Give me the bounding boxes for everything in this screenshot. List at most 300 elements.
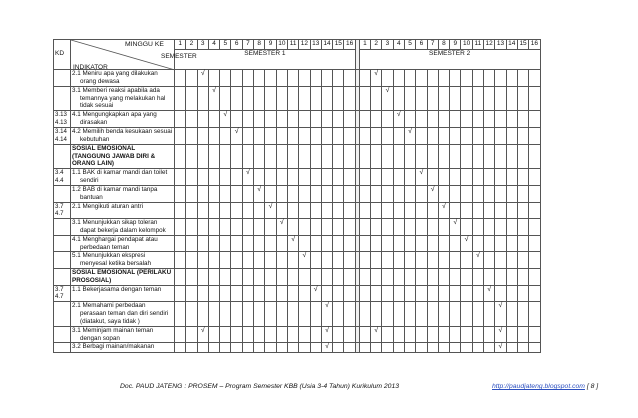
week-number-header: 3 — [197, 40, 208, 50]
week-cell — [371, 202, 382, 218]
check-mark: √ — [287, 235, 298, 252]
week-cell — [359, 285, 370, 301]
week-cell — [461, 326, 472, 343]
week-cell — [404, 252, 415, 269]
week-cell — [231, 169, 242, 186]
week-cell — [427, 326, 438, 343]
week-cell — [197, 235, 208, 252]
week-cell — [371, 285, 382, 301]
check-mark: √ — [265, 202, 276, 218]
week-cell — [450, 343, 461, 353]
check-mark: √ — [321, 343, 332, 353]
week-cell — [495, 235, 506, 252]
week-cell — [461, 169, 472, 186]
week-number-header: 11 — [287, 40, 298, 50]
week-cell — [299, 235, 310, 252]
check-mark: √ — [371, 70, 382, 87]
week-cell — [495, 186, 506, 203]
week-cell — [450, 186, 461, 203]
week-cell — [416, 269, 427, 286]
kd-cell: 3.13 4.13 — [54, 111, 71, 128]
check-mark: √ — [495, 302, 506, 327]
week-cell — [287, 169, 298, 186]
week-cell — [242, 269, 253, 286]
week-number-header: 14 — [506, 40, 517, 50]
week-cell — [517, 218, 528, 235]
week-cell — [484, 86, 495, 111]
week-cell — [450, 86, 461, 111]
week-cell — [265, 285, 276, 301]
week-cell — [506, 269, 517, 286]
indikator-text: 4.1 Mengungkapkan apa yang dirasakan — [72, 111, 157, 127]
week-cell — [197, 218, 208, 235]
week-cell — [310, 343, 321, 353]
week-cell — [404, 218, 415, 235]
week-cell — [461, 70, 472, 87]
week-cell — [506, 128, 517, 145]
week-cell — [299, 343, 310, 353]
week-cell — [529, 285, 540, 301]
week-cell — [450, 235, 461, 252]
week-cell — [299, 202, 310, 218]
week-cell — [299, 70, 310, 87]
semester-1-header: SEMESTER 1 — [175, 50, 356, 70]
week-cell — [310, 252, 321, 269]
week-cell — [287, 302, 298, 327]
week-cell — [427, 343, 438, 353]
week-cell — [287, 252, 298, 269]
week-cell — [529, 235, 540, 252]
week-cell — [287, 70, 298, 87]
week-cell — [393, 235, 404, 252]
week-cell — [242, 235, 253, 252]
week-cell — [242, 86, 253, 111]
week-cell — [484, 302, 495, 327]
indikator-text: 5.1 Menunjukkan ekspresi menyesal ketika bersalah — [72, 252, 152, 268]
week-cell — [450, 326, 461, 343]
week-cell — [175, 252, 186, 269]
week-cell — [506, 326, 517, 343]
week-cell — [450, 128, 461, 145]
week-cell — [276, 128, 287, 145]
week-cell — [484, 343, 495, 353]
kd-cell: 3.4 4.4 — [54, 169, 71, 186]
week-cell — [472, 235, 483, 252]
week-cell — [393, 218, 404, 235]
footer-right — [492, 383, 598, 390]
week-cell — [371, 269, 382, 286]
week-cell — [438, 86, 449, 111]
week-cell — [472, 302, 483, 327]
week-cell — [438, 235, 449, 252]
week-cell — [186, 285, 197, 301]
week-cell — [220, 169, 231, 186]
check-mark: √ — [495, 343, 506, 353]
week-cell — [197, 111, 208, 128]
week-cell — [220, 235, 231, 252]
week-cell — [438, 128, 449, 145]
week-cell — [461, 186, 472, 203]
week-cell — [472, 269, 483, 286]
week-cell — [529, 269, 540, 286]
week-cell — [287, 111, 298, 128]
week-cell — [231, 269, 242, 286]
week-cell — [197, 86, 208, 111]
week-cell — [321, 269, 332, 286]
week-cell — [404, 285, 415, 301]
week-cell — [495, 269, 506, 286]
week-cell — [220, 285, 231, 301]
week-cell — [529, 202, 540, 218]
check-mark: √ — [438, 202, 449, 218]
week-cell — [220, 218, 231, 235]
week-cell — [382, 111, 393, 128]
week-number-header: 15 — [333, 40, 344, 50]
kd-cell — [54, 235, 71, 252]
week-cell — [220, 144, 231, 169]
week-cell — [416, 235, 427, 252]
week-cell — [186, 144, 197, 169]
check-mark: √ — [321, 302, 332, 327]
week-cell — [416, 70, 427, 87]
week-cell — [299, 285, 310, 301]
check-mark: √ — [371, 326, 382, 343]
check-mark: √ — [450, 218, 461, 235]
week-cell — [333, 128, 344, 145]
week-cell — [242, 302, 253, 327]
table-row — [54, 252, 541, 269]
week-cell — [472, 111, 483, 128]
footer-page-number: [ 8 ] — [584, 383, 599, 390]
week-cell — [450, 285, 461, 301]
week-cell — [506, 235, 517, 252]
week-cell — [321, 218, 332, 235]
week-cell — [506, 186, 517, 203]
week-cell — [220, 202, 231, 218]
week-cell — [321, 169, 332, 186]
week-cell — [529, 186, 540, 203]
week-cell — [404, 144, 415, 169]
week-cell — [506, 111, 517, 128]
week-cell — [254, 128, 265, 145]
week-cell — [242, 186, 253, 203]
week-cell — [242, 343, 253, 353]
week-cell — [461, 218, 472, 235]
week-cell — [495, 169, 506, 186]
week-cell — [276, 326, 287, 343]
week-cell — [371, 235, 382, 252]
check-mark: √ — [393, 111, 404, 128]
week-cell — [231, 186, 242, 203]
week-cell — [299, 86, 310, 111]
week-cell — [254, 218, 265, 235]
week-number-header: 1 — [359, 40, 370, 50]
week-cell — [427, 70, 438, 87]
week-cell — [310, 128, 321, 145]
week-cell — [393, 326, 404, 343]
check-mark: √ — [321, 326, 332, 343]
indikator-text: SOSIAL EMOSIONAL (PERILAKU PROSOSIAL) — [72, 269, 172, 284]
week-cell — [344, 144, 355, 169]
week-cell — [393, 252, 404, 269]
week-cell — [276, 144, 287, 169]
week-cell — [265, 186, 276, 203]
week-cell — [254, 252, 265, 269]
week-cell — [371, 343, 382, 353]
week-cell — [382, 252, 393, 269]
week-cell — [393, 169, 404, 186]
week-number-header: 14 — [321, 40, 332, 50]
week-cell — [495, 111, 506, 128]
week-cell — [438, 218, 449, 235]
week-cell — [472, 128, 483, 145]
week-cell — [517, 252, 528, 269]
indikator-text: 3.2 Berbagi mainan/makanan — [72, 343, 155, 351]
check-mark: √ — [254, 186, 265, 203]
table-row — [54, 128, 541, 145]
week-cell — [472, 86, 483, 111]
week-cell — [276, 86, 287, 111]
check-mark: √ — [484, 285, 495, 301]
check-mark: √ — [197, 326, 208, 343]
week-cell — [321, 252, 332, 269]
week-cell — [265, 144, 276, 169]
week-cell — [416, 144, 427, 169]
week-cell — [506, 144, 517, 169]
week-cell — [208, 186, 219, 203]
week-cell — [472, 144, 483, 169]
kd-cell — [54, 252, 71, 269]
footer-link[interactable]: http://paudjateng.blogspot.com — [492, 383, 585, 390]
week-cell — [287, 86, 298, 111]
footer-document-title: Doc. PAUD JATENG : PROSEM – Program Semester KBB (Usia 3-4 Tahun) Kurikulum 2013 — [120, 383, 400, 390]
week-cell — [287, 285, 298, 301]
week-cell — [310, 302, 321, 327]
week-cell — [393, 269, 404, 286]
week-cell — [197, 186, 208, 203]
check-mark: √ — [461, 235, 472, 252]
week-cell — [254, 269, 265, 286]
week-cell — [529, 70, 540, 87]
week-cell — [461, 269, 472, 286]
week-cell — [495, 144, 506, 169]
week-cell — [186, 302, 197, 327]
week-cell — [416, 202, 427, 218]
week-cell — [186, 269, 197, 286]
week-cell — [333, 202, 344, 218]
week-cell — [208, 269, 219, 286]
week-cell — [186, 111, 197, 128]
week-cell — [438, 169, 449, 186]
week-cell — [517, 302, 528, 327]
table-row — [54, 235, 541, 252]
week-cell — [175, 70, 186, 87]
week-cell — [393, 70, 404, 87]
week-cell — [438, 269, 449, 286]
week-cell — [175, 169, 186, 186]
week-cell — [197, 169, 208, 186]
week-cell — [265, 111, 276, 128]
indikator-cell — [71, 218, 175, 235]
week-cell — [299, 186, 310, 203]
week-cell — [208, 128, 219, 145]
week-cell — [484, 186, 495, 203]
week-cell — [438, 111, 449, 128]
week-cell — [438, 144, 449, 169]
week-cell — [186, 218, 197, 235]
table-row — [54, 144, 541, 169]
week-cell — [175, 235, 186, 252]
week-cell — [175, 285, 186, 301]
check-mark: √ — [242, 169, 253, 186]
week-cell — [197, 269, 208, 286]
week-cell — [287, 269, 298, 286]
indikator-cell — [71, 111, 175, 128]
week-cell — [529, 128, 540, 145]
week-cell — [287, 144, 298, 169]
week-cell — [310, 326, 321, 343]
week-cell — [254, 169, 265, 186]
week-cell — [495, 252, 506, 269]
week-cell — [427, 202, 438, 218]
week-cell — [287, 202, 298, 218]
week-cell — [450, 144, 461, 169]
week-cell — [461, 285, 472, 301]
week-cell — [506, 70, 517, 87]
week-cell — [186, 70, 197, 87]
semester-2-header: SEMESTER 2 — [359, 50, 540, 70]
week-cell — [404, 235, 415, 252]
week-number-header: 8 — [438, 40, 449, 50]
week-cell — [197, 202, 208, 218]
week-cell — [517, 111, 528, 128]
week-cell — [265, 343, 276, 353]
kd-cell — [54, 343, 71, 353]
week-cell — [220, 70, 231, 87]
week-cell — [517, 128, 528, 145]
check-mark: √ — [382, 86, 393, 111]
table-row — [54, 343, 541, 353]
indikator-cell — [71, 86, 175, 111]
week-cell — [461, 111, 472, 128]
week-cell — [371, 186, 382, 203]
table-row — [54, 285, 541, 301]
week-cell — [231, 302, 242, 327]
week-cell — [359, 186, 370, 203]
check-mark: √ — [495, 326, 506, 343]
week-cell — [344, 186, 355, 203]
week-cell — [416, 111, 427, 128]
week-cell — [208, 343, 219, 353]
week-cell — [517, 86, 528, 111]
week-cell — [393, 186, 404, 203]
week-cell — [197, 144, 208, 169]
week-cell — [344, 235, 355, 252]
week-cell — [427, 86, 438, 111]
week-cell — [299, 144, 310, 169]
week-cell — [321, 235, 332, 252]
week-cell — [265, 269, 276, 286]
check-mark: √ — [472, 252, 483, 269]
week-cell — [359, 326, 370, 343]
week-cell — [484, 269, 495, 286]
week-cell — [461, 302, 472, 327]
week-number-header: 11 — [472, 40, 483, 50]
week-cell — [416, 343, 427, 353]
indikator-text: SOSIAL EMOSIONAL (TANGGUNG JAWAB DIRI & ORANG LAIN) — [72, 144, 156, 168]
week-cell — [506, 302, 517, 327]
week-cell — [517, 343, 528, 353]
week-cell — [186, 169, 197, 186]
week-cell — [427, 128, 438, 145]
week-cell — [220, 86, 231, 111]
indikator-text: 4.1 Menghargai pendapat atau perbedaan teman — [72, 235, 158, 251]
week-cell — [371, 252, 382, 269]
week-number-header: 7 — [242, 40, 253, 50]
week-cell — [416, 86, 427, 111]
week-cell — [427, 218, 438, 235]
week-number-header: 1 — [175, 40, 186, 50]
week-cell — [427, 169, 438, 186]
week-number-header: 16 — [344, 40, 355, 50]
week-cell — [231, 202, 242, 218]
week-cell — [208, 252, 219, 269]
week-cell — [404, 186, 415, 203]
week-cell — [495, 128, 506, 145]
indikator-text: 3.1 Meminjam mainan teman dengan sopan — [72, 326, 154, 342]
week-cell — [393, 285, 404, 301]
week-cell — [404, 111, 415, 128]
week-cell — [265, 302, 276, 327]
week-cell — [529, 252, 540, 269]
week-cell — [344, 202, 355, 218]
week-cell — [404, 70, 415, 87]
week-cell — [220, 252, 231, 269]
week-cell — [393, 202, 404, 218]
week-cell — [344, 111, 355, 128]
week-cell — [382, 128, 393, 145]
week-cell — [404, 169, 415, 186]
table-row — [54, 302, 541, 327]
week-cell — [438, 186, 449, 203]
week-cell — [461, 343, 472, 353]
week-cell — [438, 326, 449, 343]
week-cell — [254, 235, 265, 252]
week-cell — [495, 70, 506, 87]
week-cell — [254, 144, 265, 169]
week-cell — [393, 302, 404, 327]
indikator-text: 3.1 Memberi reaksi apabila ada temannya yang melakukan hal tidak sesuai — [72, 86, 166, 110]
week-cell — [265, 252, 276, 269]
week-cell — [254, 70, 265, 87]
week-cell — [333, 111, 344, 128]
week-cell — [359, 202, 370, 218]
week-cell — [321, 86, 332, 111]
week-cell — [517, 144, 528, 169]
week-cell — [321, 186, 332, 203]
week-cell — [517, 326, 528, 343]
week-cell — [484, 111, 495, 128]
week-cell — [382, 235, 393, 252]
week-cell — [472, 186, 483, 203]
week-cell — [506, 169, 517, 186]
indikator-text: 1.2 BAB di kamar mandi tanpa bantuan — [72, 186, 158, 201]
week-number-header: 7 — [427, 40, 438, 50]
week-cell — [404, 86, 415, 111]
week-cell — [393, 343, 404, 353]
week-cell — [344, 252, 355, 269]
week-cell — [438, 285, 449, 301]
